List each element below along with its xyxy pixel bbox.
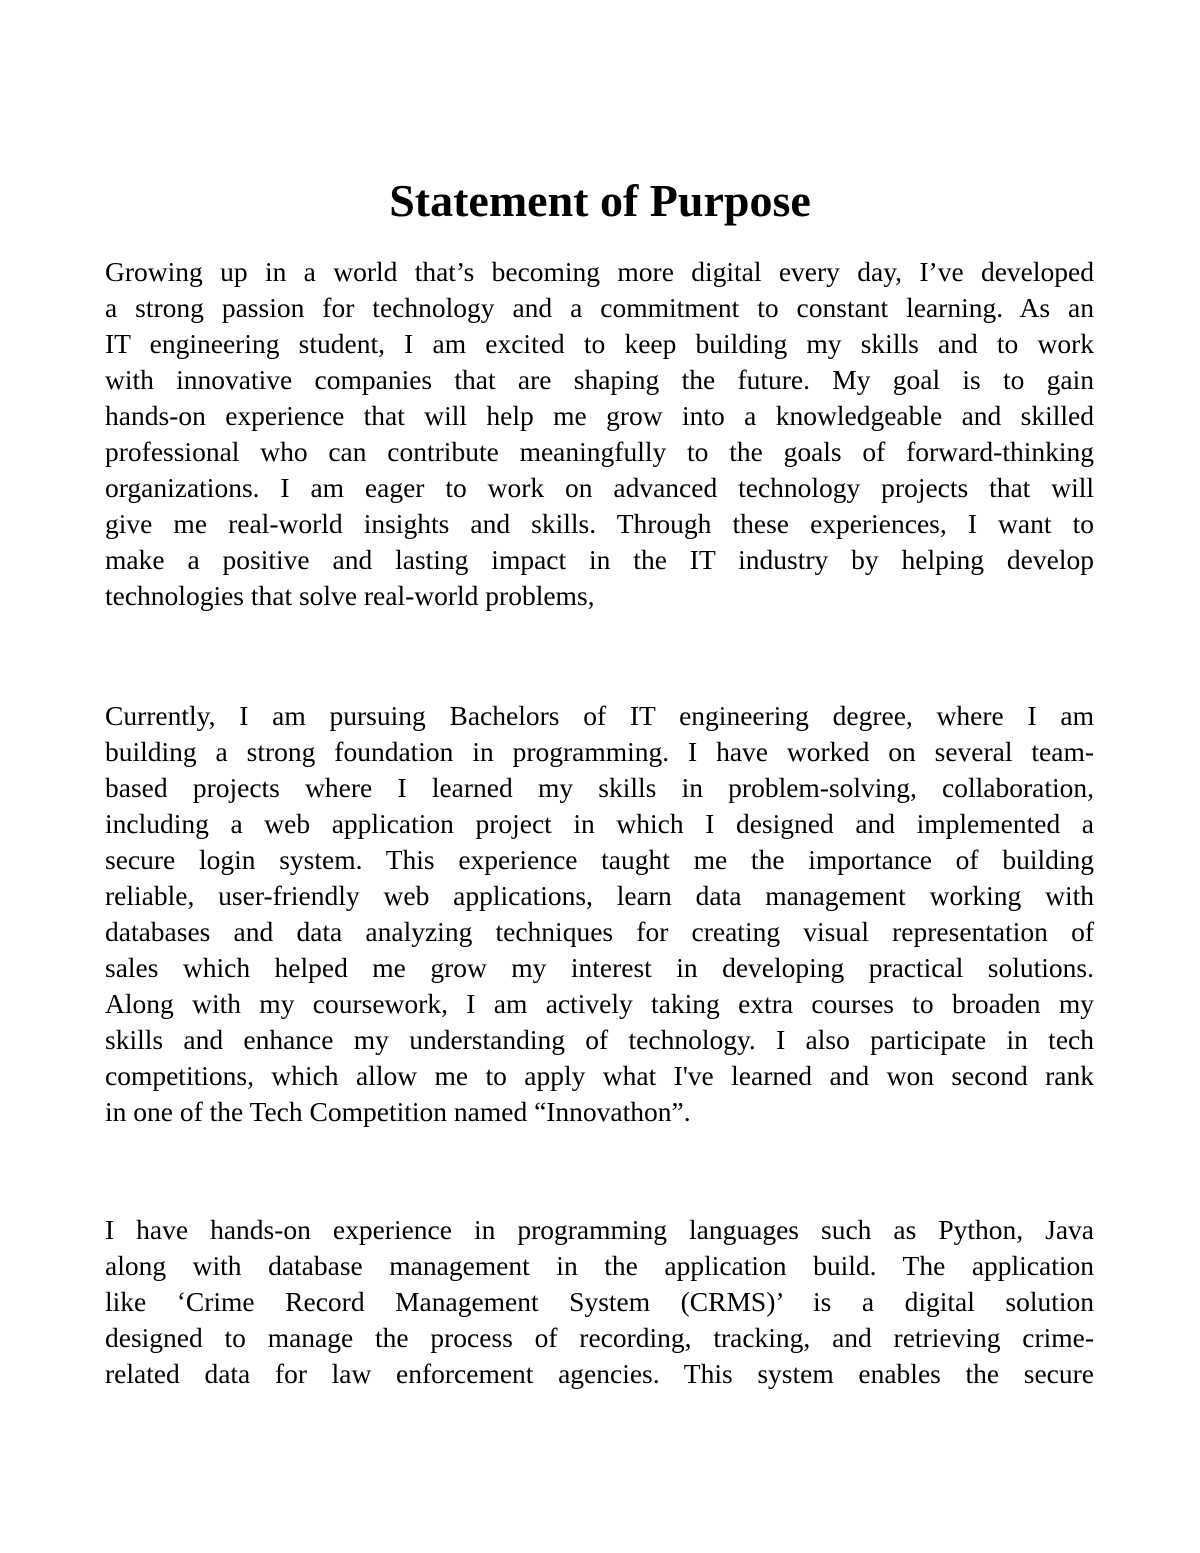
paragraph-line: IT engineering student, I am excited to keep building my skills and to work (105, 328, 1094, 359)
paragraph-line: including a web application project in which I designed and implemented a (105, 808, 1094, 839)
paragraph-line: Growing up in a world that’s becoming more digital every day, I’ve developed (105, 256, 1094, 287)
paragraph-line: sales which helped me grow my interest in developing practical solutions. (105, 952, 1094, 983)
paragraph-line: technologies that solve real-world problems, (105, 580, 595, 611)
paragraph-line: professional who can contribute meaningfully to the goals of forward-thinking (105, 436, 1094, 467)
paragraph-line: in one of the Tech Competition named “Innovathon”. (105, 1096, 691, 1127)
paragraph-line: hands-on experience that will help me grow into a knowledgeable and skilled (105, 400, 1094, 431)
paragraph-education (105, 698, 1094, 1130)
paragraph-line: I have hands-on experience in programming languages such as Python, Java (105, 1214, 1094, 1245)
paragraph-line: with innovative companies that are shaping the future. My goal is to gain (105, 364, 1094, 395)
paragraph-line: Currently, I am pursuing Bachelors of IT engineering degree, where I am (105, 700, 1094, 731)
paragraph-line: based projects where I learned my skills in problem-solving, collaboration, (105, 772, 1094, 803)
paragraph-experience (105, 1212, 1094, 1392)
paragraph-line: Along with my coursework, I am actively taking extra courses to broaden my (105, 988, 1094, 1019)
paragraph-line: building a strong foundation in programming. I have worked on several team- (105, 736, 1094, 767)
paragraph-line: related data for law enforcement agencies. This system enables the secure (105, 1358, 1094, 1389)
paragraph-line: designed to manage the process of recording, tracking, and retrieving crime- (105, 1322, 1094, 1353)
paragraph-line: competitions, which allow me to apply what I've learned and won second rank (105, 1060, 1094, 1091)
paragraph-line: along with database management in the application build. The application (105, 1250, 1094, 1281)
paragraph-line: secure login system. This experience taught me the importance of building (105, 844, 1094, 875)
paragraph-line: give me real-world insights and skills. Through these experiences, I want to (105, 508, 1094, 539)
paragraph-line: organizations. I am eager to work on advanced technology projects that will (105, 472, 1094, 503)
paragraph-line: databases and data analyzing techniques for creating visual representation of (105, 916, 1094, 947)
paragraph-line: like ‘Crime Record Management System (CRMS)’ is a digital solution (105, 1286, 1094, 1317)
paragraph-line: make a positive and lasting impact in the IT industry by helping develop (105, 544, 1094, 575)
paragraph-introduction (105, 254, 1094, 614)
paragraph-line: skills and enhance my understanding of technology. I also participate in tech (105, 1024, 1094, 1055)
document-title: Statement of Purpose (389, 175, 811, 226)
paragraph-line: reliable, user-friendly web applications, learn data management working with (105, 880, 1094, 911)
paragraph-line: a strong passion for technology and a commitment to constant learning. As an (105, 292, 1094, 323)
